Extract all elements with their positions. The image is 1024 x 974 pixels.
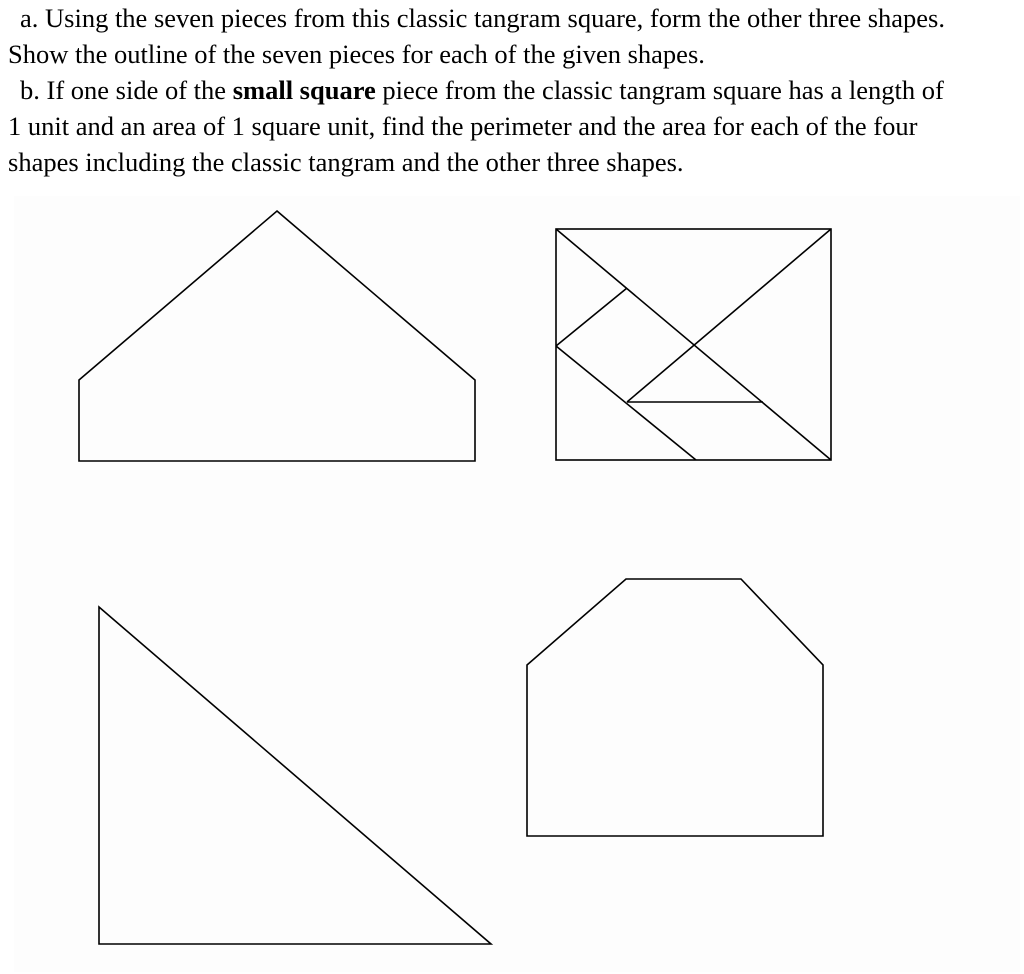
tangram-line-small-square-left	[556, 346, 696, 460]
part-a-line-2: Show the outline of the seven pieces for each of the given shapes.	[8, 39, 705, 69]
classic-tangram-square	[556, 229, 831, 460]
part-b-bold-term: small square	[232, 75, 376, 105]
part-b-text-start: b. If one side of the	[20, 75, 233, 105]
hexagon-shape	[527, 579, 823, 836]
tangram-line-large-diagonal	[627, 229, 831, 402]
triangle-shape	[99, 607, 491, 944]
part-b-text-end: piece from the classic tangram square has a length of	[375, 75, 944, 105]
part-b-line-2: 1 unit and an area of 1 square unit, find the perimeter and the area for each of the four	[8, 111, 918, 141]
tangram-line-small-square-top	[556, 288, 627, 346]
part-b-line-3: shapes including the classic tangram and the other three shapes.	[8, 147, 684, 177]
house-shape	[79, 211, 475, 461]
part-a-line-1: a. Using the seven pieces from this classic tangram square, form the other three shapes.	[20, 3, 945, 33]
